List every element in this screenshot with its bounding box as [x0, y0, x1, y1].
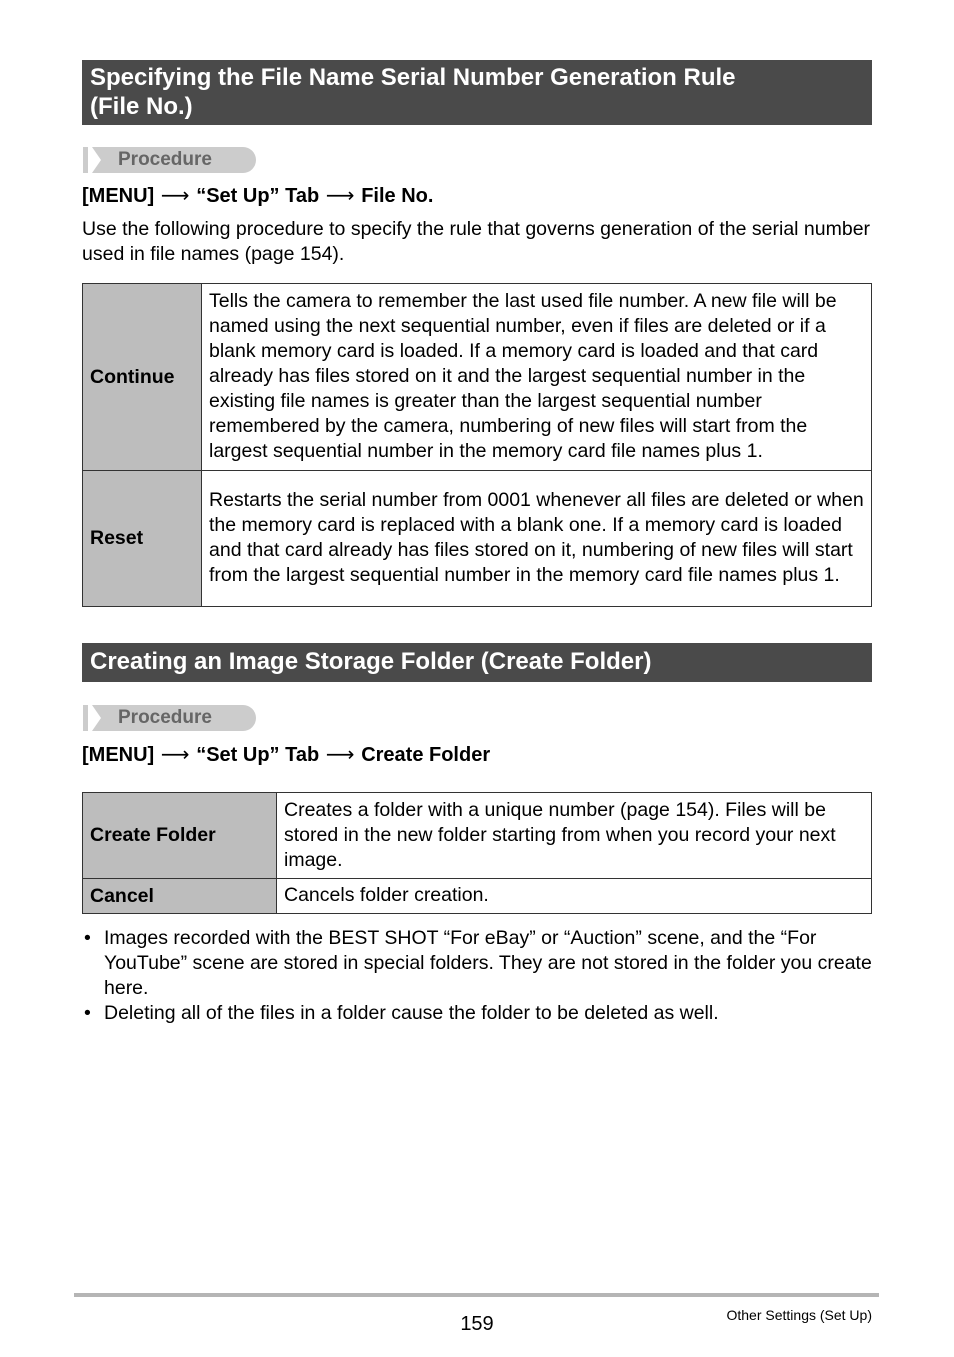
- menu-path-step: “Set Up” Tab: [196, 744, 320, 766]
- list-item: [82, 926, 872, 1001]
- procedure-tag: [83, 147, 256, 173]
- arrow-right-icon: ⟶: [325, 744, 355, 766]
- menu-path-step: File No.: [361, 185, 434, 207]
- table-row: [83, 879, 872, 914]
- option-description: Restarts the serial number from 0001 whenever all files are deleted or when the memory card is replaced with a blank one. If a memory card is loaded and that card already has files stored on it, numbering of new files will start from the largest sequential number in the memory card file names plus 1.: [202, 471, 872, 607]
- option-name: Create Folder: [83, 793, 277, 879]
- procedure-description: Use the following procedure to specify the rule that governs generation of the serial number used in file names (page 154).: [82, 218, 871, 265]
- table-row: [83, 284, 872, 471]
- menu-path: [82, 183, 433, 209]
- option-name: Continue: [83, 284, 202, 471]
- procedure-label: Procedure: [118, 707, 212, 728]
- arrow-right-icon: ⟶: [325, 185, 355, 207]
- section-title-file-no: [82, 60, 872, 125]
- menu-path-step: [MENU]: [82, 744, 155, 766]
- option-description: Cancels folder creation.: [277, 879, 872, 914]
- note-text: Deleting all of the files in a folder cause the folder to be deleted as well.: [104, 1002, 719, 1024]
- menu-path-step: “Set Up” Tab: [196, 185, 320, 207]
- section-title-line-2: (File No.): [90, 93, 193, 120]
- bullet-icon: •: [84, 1002, 91, 1024]
- procedure-label: Procedure: [118, 149, 212, 170]
- option-name: Cancel: [83, 879, 277, 914]
- menu-path-step: Create Folder: [361, 744, 491, 766]
- footer-section-name: Other Settings (Set Up): [726, 1307, 872, 1323]
- bullet-icon: •: [84, 927, 91, 949]
- list-item: [82, 1001, 872, 1026]
- page-number: 159: [460, 1313, 494, 1335]
- arrow-right-icon: ⟶: [160, 185, 190, 207]
- procedure-tag: [83, 705, 256, 731]
- option-description: Creates a folder with a unique number (page 154). Files will be stored in the new folder starting from when you record your next image.: [277, 793, 872, 879]
- footer-divider: [74, 1293, 879, 1297]
- arrow-right-icon: ⟶: [160, 744, 190, 766]
- options-table-create-folder: [82, 792, 872, 914]
- table-row: [83, 471, 872, 607]
- option-description: Tells the camera to remember the last used file number. A new file will be named using the next sequential number, even if files are deleted or if a blank memory card is loaded. If a memory card is loaded and that card already has files stored on it and the largest sequential number in the existing file names is greater than the largest sequential number remembered by the camera, numbering of new files will start from the largest sequential number in the memory card file names plus 1.: [202, 284, 872, 471]
- table-row: [83, 793, 872, 879]
- section-title-create-folder: Creating an Image Storage Folder (Create Folder): [82, 643, 872, 682]
- section-title-line-1: Specifying the File Name Serial Number Generation Rule: [90, 64, 736, 91]
- notes-list: [82, 926, 872, 1026]
- option-name: Reset: [83, 471, 202, 607]
- note-text: Images recorded with the BEST SHOT “For eBay” or “Auction” scene, and the “For YouTube” scene are stored in special folders. They are not stored in the folder you create here.: [104, 927, 872, 999]
- menu-path: [82, 742, 490, 768]
- menu-path-step: [MENU]: [82, 185, 155, 207]
- options-table-file-no: [82, 283, 872, 607]
